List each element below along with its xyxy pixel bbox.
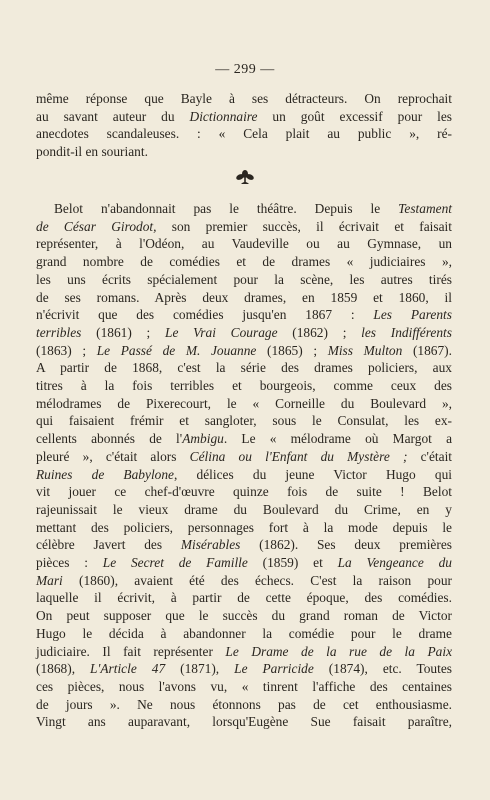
text-line: (1863) ; Le Passé de M. Jouanne (1865) ; Miss Multon (1867). bbox=[36, 342, 452, 358]
text-line: Belot n'abandonnait pas le théâtre. Depuis le Testament bbox=[54, 201, 452, 216]
text-line: titres à la fois terribles et bourgeois, comme ceux des bbox=[36, 378, 452, 394]
text-line: Vingt ans auparavant, lorsqu'Eugène Sue faisait paraître, bbox=[36, 714, 452, 730]
text-line: terribles (1861) ; Le Vrai Courage (1862) ; les Indifférents bbox=[36, 324, 452, 340]
text-line: ces pièces, nous l'avons vu, « tinrent l'affiche des centaines bbox=[36, 678, 452, 694]
text-line: On peut supposer que le succès du grand roman de Victor bbox=[36, 608, 452, 624]
text-line: pièces : Le Secret de Famille (1859) et La Vengeance du bbox=[36, 555, 452, 571]
text-line: (1868), L'Article 47 (1871), Le Parricide (1874), etc. Toutes bbox=[36, 661, 453, 677]
fleuron-icon bbox=[0, 169, 490, 192]
text-line: Mari (1860), avaient été des échecs. C'est la raison pour bbox=[36, 572, 452, 588]
text-line: Ruines de Babylone, délices du jeune Victor Hugo qui bbox=[36, 466, 452, 482]
text-line: même réponse que Bayle à ses détracteurs. On reprochait bbox=[36, 91, 452, 106]
text-line: anecdotes scandaleuses. : « Cela plait au public », ré- bbox=[36, 126, 452, 142]
text-line: les uns écrits spécialement pour la scène, les autres tirés bbox=[36, 271, 452, 287]
text-line: qui faisaient frémir et sangloter, sous le Consulat, les ex- bbox=[36, 413, 452, 429]
text-line: mélodrames de Pixerecourt, le « Corneille du Boulevard », bbox=[36, 395, 452, 411]
paragraph-2 bbox=[36, 200, 452, 731]
text-line: de César Girodot, son premier succès, il écrivait et faisait bbox=[36, 218, 452, 234]
text-line: de jours ». Ne nous étonnons pas de cet enthousiasme. bbox=[36, 696, 452, 712]
text-line: au savant auteur du Dictionnaire un goût excessif pour les bbox=[36, 108, 452, 124]
text-line: grand nombre de comédies et de drames « judiciaires », bbox=[36, 254, 452, 270]
page-number: — 299 — bbox=[215, 62, 275, 77]
text-line: laquelle il écrivit, à partir de cette époque, des comédies. bbox=[36, 590, 452, 606]
text-line: A partir de 1868, c'est la série des drames policiers, aux bbox=[36, 360, 452, 376]
text-line: célèbre Javert des Misérables (1862). Ses deux premières bbox=[36, 537, 452, 553]
text-line: mettant des policiers, personnages fort à la mode depuis le bbox=[36, 519, 452, 535]
text-line: cellents abonnés de l'Ambigu. Le « mélodrame où Margot a bbox=[36, 431, 453, 447]
text-line: n'écrivit que des comédies jusqu'en 1867 : Les Parents bbox=[36, 307, 452, 323]
text-line: représenter, à l'Odéon, au Vaudeville ou au Gymnase, un bbox=[36, 236, 452, 252]
text-line: vit jouer ce chef-d'œuvre quinze fois de suite ! Belot bbox=[36, 484, 452, 500]
text-line: de ses romans. Après deux drames, en 1859 et 1860, il bbox=[36, 289, 452, 305]
text-line: pleuré », c'était alors Célina ou l'Enfant du Mystère ; c'était bbox=[36, 448, 453, 464]
text-line: pondit-il en souriant. bbox=[36, 144, 148, 160]
paragraph-1 bbox=[36, 90, 452, 161]
text-line: judiciaire. Il fait représenter Le Drame de la rue de la Paix bbox=[36, 643, 453, 659]
text-line: Hugo le décida à abandonner la comédie pour le drame bbox=[36, 625, 452, 641]
text-line: rajeunissait le vieux drame du Boulevard du Crime, en y bbox=[36, 501, 452, 517]
